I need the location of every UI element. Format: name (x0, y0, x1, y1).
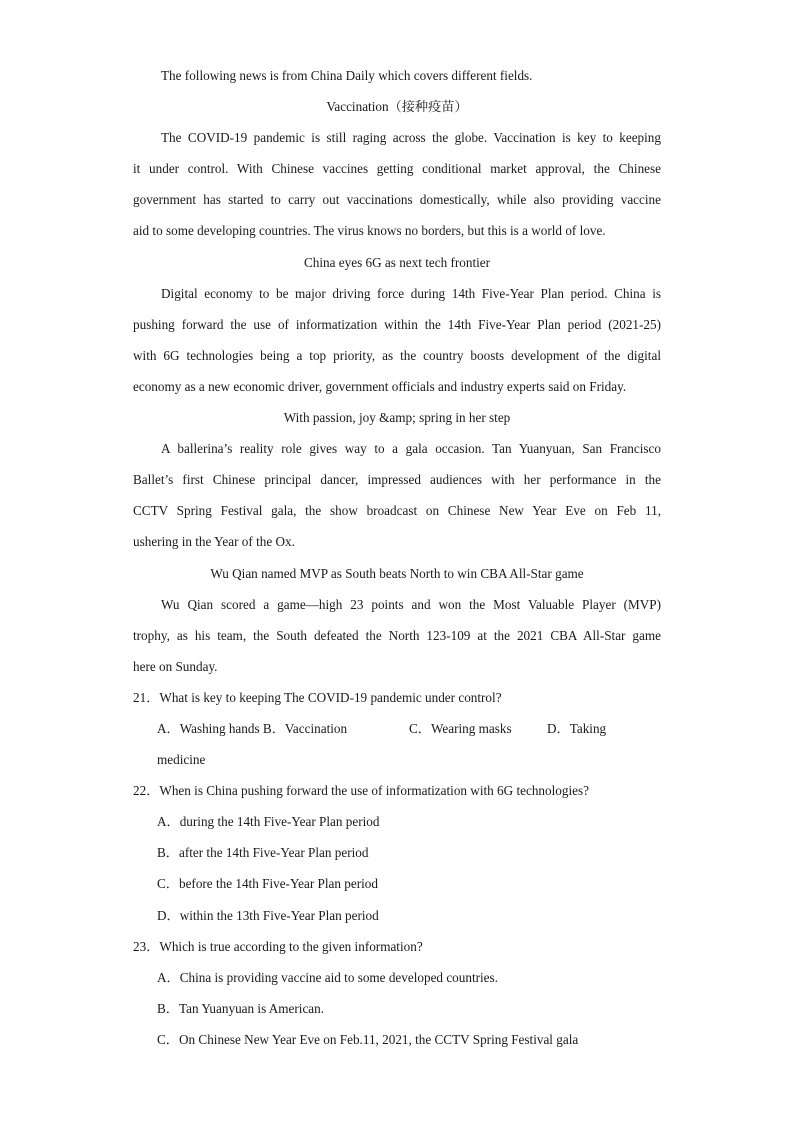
option-d-continued: medicine (157, 752, 206, 768)
option-c[interactable]: C．before the 14th Five-Year Plan period (157, 876, 378, 892)
question-22 (133, 775, 661, 930)
document-content (133, 60, 661, 1055)
option-c[interactable]: C．Wearing masks (409, 720, 512, 736)
option-a[interactable]: A．China is providing vaccine aid to some developed countries. (157, 969, 498, 985)
article-line: A ballerina’s reality role gives way to a gala occasion. Tan Yuanyuan, San Francisco (161, 441, 661, 457)
article-ballerina (133, 402, 661, 557)
article-line: economy as a new economic driver, government officials and industry experts said on Friday. (133, 378, 627, 394)
question-21 (133, 682, 661, 775)
article-line: here on Sunday. (133, 658, 218, 674)
question-stem: 23．Which is true according to the given information? (133, 938, 423, 954)
article-line: pushing forward the use of informatization within the 14th Five-Year Plan period (2021-25) (133, 316, 661, 332)
question-stem: 22．When is China pushing forward the use of informatization with 6G technologies? (133, 783, 589, 799)
article-6g (133, 247, 661, 402)
intro-text: The following news is from China Daily which covers different fields. (161, 68, 533, 83)
options-row (133, 713, 661, 744)
article-line: trophy, as his team, the South defeated the North 123-109 at the 2021 CBA All-Star game (133, 627, 661, 643)
option-d[interactable]: D．within the 13th Five-Year Plan period (157, 907, 379, 923)
article-title: Wu Qian named MVP as South beats North to win CBA All-Star game (210, 565, 584, 581)
article-line: Digital economy to be major driving force during 14th Five-Year Plan period. China is (161, 285, 661, 301)
article-line: CCTV Spring Festival gala, the show broadcast on Chinese New Year Eve on Feb 11, (133, 503, 661, 519)
article-line: Wu Qian scored a game—high 23 points and won the Most Valuable Player (MVP) (161, 596, 661, 612)
article-line: aid to some developing countries. The virus knows no borders, but this is a world of love. (133, 223, 606, 239)
article-title: Vaccination（接种疫苗） (326, 99, 468, 115)
article-line: ushering in the Year of the Ox. (133, 534, 295, 550)
option-ab[interactable]: A．Washing hands B．Vaccination (157, 720, 348, 736)
option-b[interactable]: B．after the 14th Five-Year Plan period (157, 845, 369, 861)
article-line: Ballet’s first Chinese principal dancer, impressed audiences with her performance in the (133, 472, 661, 488)
article-line: government has started to carry out vaccinations domestically, while also providing vaccine (133, 192, 661, 208)
option-c[interactable]: C．On Chinese New Year Eve on Feb.11, 2021, the CCTV Spring Festival gala (157, 1031, 579, 1047)
article-vaccination (133, 91, 661, 246)
article-title: With passion, joy &amp; spring in her step (283, 410, 511, 426)
article-line: it under control. With Chinese vaccines getting conditional market approval, the Chinese (133, 161, 661, 177)
article-title: China eyes 6G as next tech frontier (303, 254, 491, 270)
article-line: The COVID-19 pandemic is still raging across the globe. Vaccination is key to keeping (161, 130, 661, 146)
option-b[interactable]: B．Tan Yuanyuan is American. (157, 1000, 325, 1016)
article-cba (133, 558, 661, 682)
question-stem: 21．What is key to keeping The COVID-19 pandemic under control? (133, 689, 502, 705)
option-d[interactable]: D．Taking (547, 720, 607, 736)
option-a[interactable]: A．during the 14th Five-Year Plan period (157, 814, 380, 830)
question-23 (133, 931, 661, 1055)
article-line: with 6G technologies being a top priority, as the country boosts development of the digital (133, 347, 661, 363)
